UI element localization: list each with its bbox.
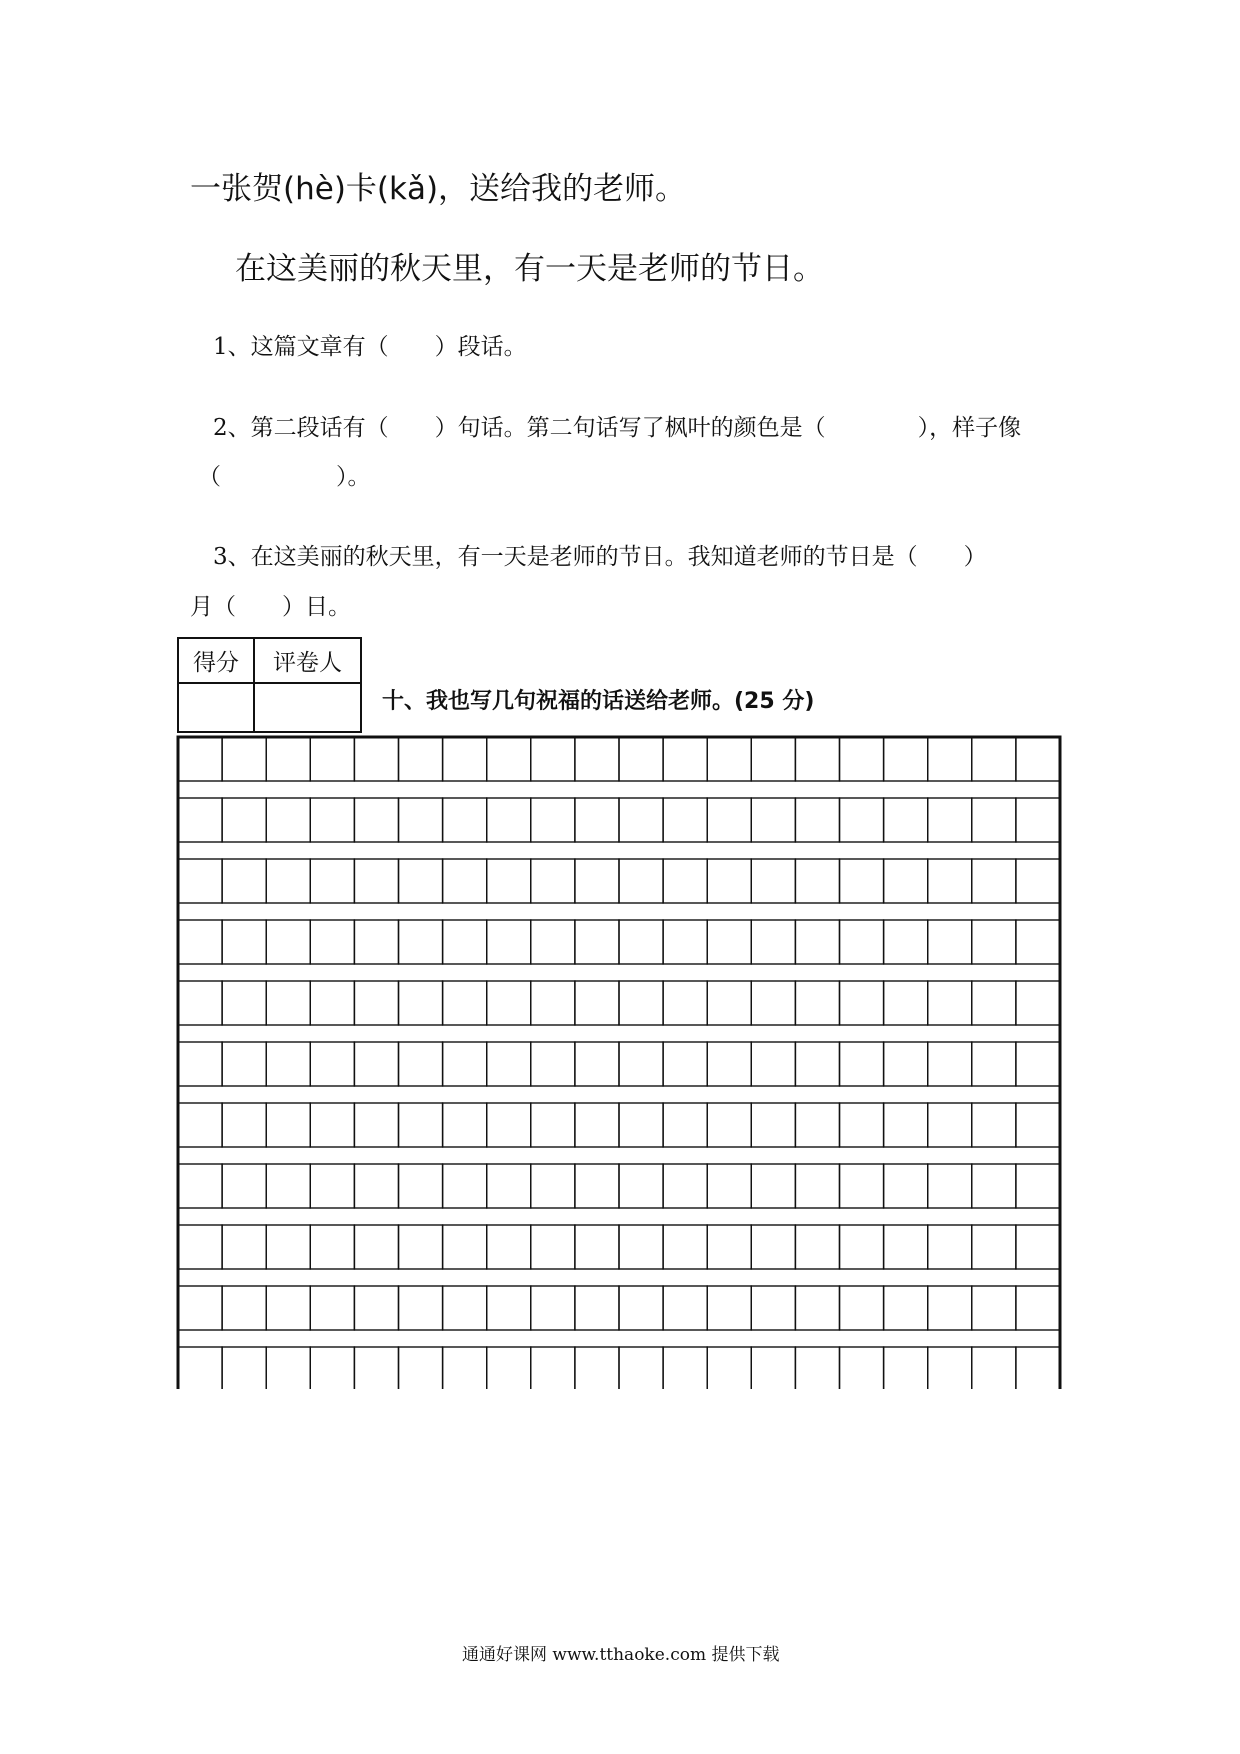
grid-cell bbox=[266, 1225, 310, 1269]
grid-cell bbox=[840, 1347, 884, 1389]
grid-cell bbox=[707, 1347, 751, 1389]
grid-cell bbox=[399, 1286, 443, 1330]
grid-cell bbox=[1016, 1347, 1060, 1389]
grid-cell bbox=[575, 1347, 619, 1389]
grid-cell bbox=[354, 798, 398, 842]
grid-cell bbox=[795, 1103, 839, 1147]
grid-cell bbox=[399, 859, 443, 903]
grid-cell bbox=[310, 798, 354, 842]
grid-cell bbox=[663, 859, 707, 903]
grid-cell bbox=[575, 981, 619, 1025]
grid-cell bbox=[928, 737, 972, 781]
grid-cell bbox=[178, 1286, 222, 1330]
grid-cell bbox=[487, 1347, 531, 1389]
grid-cell bbox=[531, 1347, 575, 1389]
question-2-line-2: （ ）。 bbox=[198, 464, 371, 490]
grid-cell bbox=[399, 737, 443, 781]
grid-cell bbox=[751, 920, 795, 964]
grid-cell bbox=[707, 1103, 751, 1147]
grid-cell bbox=[840, 920, 884, 964]
grid-cell bbox=[399, 798, 443, 842]
grid-cell bbox=[1016, 1286, 1060, 1330]
grid-cell bbox=[310, 920, 354, 964]
footer-credit: 通通好课网 www.tthaoke.com 提供下载 bbox=[462, 1645, 780, 1665]
grid-cell bbox=[619, 1103, 663, 1147]
grid-cell bbox=[222, 1164, 266, 1208]
grid-cell bbox=[310, 1103, 354, 1147]
grid-cell bbox=[531, 798, 575, 842]
grid-cell bbox=[884, 1347, 928, 1389]
grid-cell bbox=[310, 859, 354, 903]
grid-cell bbox=[222, 1103, 266, 1147]
grid-cell bbox=[795, 859, 839, 903]
grid-cell bbox=[354, 1103, 398, 1147]
grid-cell bbox=[928, 1103, 972, 1147]
grid-cell bbox=[399, 1042, 443, 1086]
grid-cell bbox=[1016, 1164, 1060, 1208]
grid-cell bbox=[222, 737, 266, 781]
grid-cell bbox=[928, 1225, 972, 1269]
grid-cell bbox=[795, 981, 839, 1025]
grid-cell bbox=[575, 859, 619, 903]
grid-cell bbox=[399, 1164, 443, 1208]
grid-cell bbox=[487, 1225, 531, 1269]
grid-cell bbox=[487, 798, 531, 842]
grid-cell bbox=[178, 1042, 222, 1086]
grid-cell bbox=[972, 737, 1016, 781]
grid-cell bbox=[443, 1164, 487, 1208]
grid-cell bbox=[884, 859, 928, 903]
grid-cell bbox=[707, 1225, 751, 1269]
grid-cell bbox=[884, 1164, 928, 1208]
grid-cell bbox=[795, 1347, 839, 1389]
grid-cell bbox=[707, 920, 751, 964]
grid-cell bbox=[222, 859, 266, 903]
grid-cell bbox=[972, 1225, 1016, 1269]
score-box bbox=[177, 637, 362, 733]
grid-cell bbox=[531, 1042, 575, 1086]
grader-label: 评卷人 bbox=[254, 638, 361, 683]
grid-cell bbox=[707, 1042, 751, 1086]
grid-cell bbox=[531, 859, 575, 903]
grid-cell bbox=[266, 1286, 310, 1330]
grid-cell bbox=[222, 981, 266, 1025]
grid-cell bbox=[443, 1286, 487, 1330]
score-cell[interactable] bbox=[178, 683, 254, 732]
grid-cell bbox=[487, 1103, 531, 1147]
grid-cell bbox=[795, 1286, 839, 1330]
grid-cell bbox=[840, 1225, 884, 1269]
grid-cell bbox=[928, 859, 972, 903]
grid-cell bbox=[266, 1164, 310, 1208]
grid-cell bbox=[884, 798, 928, 842]
passage-line-2: 在这美丽的秋天里，有一天是老师的节日。 bbox=[235, 251, 824, 287]
grid-cell bbox=[531, 981, 575, 1025]
grid-cell bbox=[751, 798, 795, 842]
grid-cell bbox=[443, 1042, 487, 1086]
grid-cell bbox=[531, 1225, 575, 1269]
grid-cell bbox=[972, 920, 1016, 964]
grid-cell bbox=[443, 981, 487, 1025]
grid-cell bbox=[795, 920, 839, 964]
grid-cell bbox=[663, 1164, 707, 1208]
grid-cell bbox=[575, 1042, 619, 1086]
grid-cell bbox=[178, 1164, 222, 1208]
grid-cell bbox=[751, 1103, 795, 1147]
grid-cell bbox=[795, 1164, 839, 1208]
grid-cell bbox=[619, 1225, 663, 1269]
grid-cell bbox=[310, 981, 354, 1025]
grid-cell bbox=[972, 981, 1016, 1025]
grid-cell bbox=[310, 1042, 354, 1086]
grid-cell bbox=[840, 737, 884, 781]
passage-line-1: 一张贺(hè)卡(kǎ)，送给我的老师。 bbox=[190, 171, 687, 207]
grid-cell bbox=[399, 1103, 443, 1147]
grid-cell bbox=[1016, 981, 1060, 1025]
grid-cell bbox=[1016, 1103, 1060, 1147]
grid-cell bbox=[531, 1103, 575, 1147]
grid-cell bbox=[1016, 798, 1060, 842]
grid-cell bbox=[884, 981, 928, 1025]
grid-cell bbox=[399, 1347, 443, 1389]
grid-cell bbox=[222, 920, 266, 964]
grid-cell bbox=[1016, 920, 1060, 964]
grid-cell bbox=[443, 1347, 487, 1389]
grid-cell bbox=[751, 1347, 795, 1389]
grid-cell bbox=[531, 1164, 575, 1208]
grid-cell bbox=[178, 737, 222, 781]
grid-cell bbox=[751, 737, 795, 781]
score-label: 得分 bbox=[178, 638, 254, 683]
grid-cell bbox=[619, 920, 663, 964]
grid-cell bbox=[443, 737, 487, 781]
grid-cell bbox=[575, 798, 619, 842]
grid-cell bbox=[663, 1225, 707, 1269]
grid-cell bbox=[619, 981, 663, 1025]
grid-cell bbox=[178, 1347, 222, 1389]
grid-cell bbox=[840, 981, 884, 1025]
grid-cell bbox=[928, 1347, 972, 1389]
grid-cell bbox=[707, 798, 751, 842]
grid-cell bbox=[663, 920, 707, 964]
grid-cell bbox=[619, 1042, 663, 1086]
grid-cell bbox=[928, 981, 972, 1025]
grid-cell bbox=[1016, 859, 1060, 903]
grid-cell bbox=[972, 1164, 1016, 1208]
grid-cell bbox=[663, 1042, 707, 1086]
grid-cell bbox=[222, 1347, 266, 1389]
grid-cell bbox=[354, 737, 398, 781]
grid-cell bbox=[663, 1347, 707, 1389]
grid-cell bbox=[751, 1042, 795, 1086]
grid-cell bbox=[354, 1042, 398, 1086]
grid-cell bbox=[751, 859, 795, 903]
grid-cell bbox=[575, 1225, 619, 1269]
grid-cell bbox=[178, 920, 222, 964]
question-3-line-2: 月（ ）日。 bbox=[190, 594, 351, 620]
grid-cell bbox=[354, 1286, 398, 1330]
grid-cell bbox=[178, 1103, 222, 1147]
grid-cell bbox=[795, 798, 839, 842]
grid-cell bbox=[487, 1042, 531, 1086]
grid-cell bbox=[619, 859, 663, 903]
grid-cell bbox=[354, 981, 398, 1025]
grid-cell bbox=[884, 1042, 928, 1086]
grid-cell bbox=[266, 798, 310, 842]
grid-cell bbox=[707, 737, 751, 781]
grid-cell bbox=[619, 1164, 663, 1208]
grid-cell bbox=[222, 798, 266, 842]
grid-cell bbox=[399, 920, 443, 964]
grid-cell bbox=[663, 737, 707, 781]
grid-cell bbox=[1016, 737, 1060, 781]
grid-cell bbox=[663, 981, 707, 1025]
grid-cell bbox=[354, 920, 398, 964]
grid-cell bbox=[840, 1164, 884, 1208]
grid-cell bbox=[575, 920, 619, 964]
grid-cell bbox=[178, 981, 222, 1025]
grid-cell bbox=[487, 737, 531, 781]
grid-cell bbox=[840, 1286, 884, 1330]
grid-cell bbox=[884, 920, 928, 964]
grid-cell bbox=[575, 1286, 619, 1330]
question-3-line-1: 3、在这美丽的秋天里，有一天是老师的节日。我知道老师的节日是（ ） bbox=[213, 544, 987, 570]
grid-cell bbox=[443, 1103, 487, 1147]
grid-cell bbox=[1016, 1225, 1060, 1269]
grid-cell bbox=[310, 1225, 354, 1269]
grid-cell bbox=[399, 1225, 443, 1269]
grid-cell bbox=[663, 1103, 707, 1147]
grid-cell bbox=[972, 859, 1016, 903]
grid-cell bbox=[707, 1286, 751, 1330]
grid-cell bbox=[619, 1286, 663, 1330]
grid-cell bbox=[487, 981, 531, 1025]
grid-cell bbox=[178, 798, 222, 842]
grid-cell bbox=[751, 981, 795, 1025]
grid-cell bbox=[575, 1103, 619, 1147]
grid-cell bbox=[840, 1042, 884, 1086]
grid-cell bbox=[928, 920, 972, 964]
question-2-line-1: 2、第二段话有（ ）句话。第二句话写了枫叶的颜色是（ ），样子像 bbox=[213, 415, 1022, 441]
grid-cell bbox=[795, 737, 839, 781]
grid-cell bbox=[972, 1042, 1016, 1086]
grid-cell bbox=[751, 1286, 795, 1330]
grid-cell bbox=[884, 1225, 928, 1269]
writing-grid[interactable] bbox=[176, 735, 1062, 1389]
grid-cell bbox=[751, 1225, 795, 1269]
grid-cell bbox=[354, 1225, 398, 1269]
grid-cell bbox=[443, 859, 487, 903]
grid-cell bbox=[354, 1347, 398, 1389]
grid-cell bbox=[707, 1164, 751, 1208]
section-10-title: 十、我也写几句祝福的话送给老师。(25 分) bbox=[382, 689, 815, 714]
grid-cell bbox=[443, 1225, 487, 1269]
grid-cell bbox=[310, 737, 354, 781]
grid-cell bbox=[663, 798, 707, 842]
grid-cell bbox=[840, 798, 884, 842]
grid-cell bbox=[663, 1286, 707, 1330]
grid-cell bbox=[399, 981, 443, 1025]
grid-cell bbox=[443, 920, 487, 964]
grid-cell bbox=[178, 859, 222, 903]
grid-cell bbox=[487, 859, 531, 903]
grid-cell bbox=[884, 737, 928, 781]
grid-cell bbox=[928, 1042, 972, 1086]
grid-cell bbox=[884, 1103, 928, 1147]
grid-cell bbox=[531, 920, 575, 964]
grid-cell bbox=[222, 1286, 266, 1330]
grader-cell[interactable] bbox=[254, 683, 361, 732]
grid-cell bbox=[928, 1286, 972, 1330]
grid-cell bbox=[266, 1103, 310, 1147]
grid-cell bbox=[928, 798, 972, 842]
grid-cell bbox=[266, 1347, 310, 1389]
grid-cell bbox=[575, 1164, 619, 1208]
grid-cell bbox=[531, 1286, 575, 1330]
grid-cell bbox=[531, 737, 575, 781]
grid-cell bbox=[972, 1286, 1016, 1330]
grid-cell bbox=[443, 798, 487, 842]
grid-cell bbox=[222, 1042, 266, 1086]
grid-cell bbox=[266, 859, 310, 903]
grid-cell bbox=[972, 1103, 1016, 1147]
grid-cell bbox=[884, 1286, 928, 1330]
grid-cell bbox=[266, 1042, 310, 1086]
grid-cell bbox=[928, 1164, 972, 1208]
grid-cell bbox=[751, 1164, 795, 1208]
grid-cell bbox=[619, 1347, 663, 1389]
grid-cell bbox=[795, 1225, 839, 1269]
grid-cell bbox=[575, 737, 619, 781]
grid-cell bbox=[354, 1164, 398, 1208]
grid-cell bbox=[707, 981, 751, 1025]
grid-cell bbox=[310, 1164, 354, 1208]
grid-cell bbox=[266, 981, 310, 1025]
grid-cell bbox=[840, 859, 884, 903]
grid-cell bbox=[310, 1286, 354, 1330]
grid-cell bbox=[707, 859, 751, 903]
grid-cell bbox=[795, 1042, 839, 1086]
grid-cell bbox=[266, 737, 310, 781]
grid-cell bbox=[840, 1103, 884, 1147]
grid-cell bbox=[972, 1347, 1016, 1389]
question-1: 1、这篇文章有（ ）段话。 bbox=[213, 334, 527, 360]
grid-cell bbox=[1016, 1042, 1060, 1086]
grid-cell bbox=[619, 737, 663, 781]
grid-cell bbox=[972, 798, 1016, 842]
grid-cell bbox=[222, 1225, 266, 1269]
grid-cell bbox=[266, 920, 310, 964]
grid-cell bbox=[487, 1164, 531, 1208]
grid-cell bbox=[354, 859, 398, 903]
grid-cell bbox=[619, 798, 663, 842]
grid-cell bbox=[310, 1347, 354, 1389]
grid-cell bbox=[487, 920, 531, 964]
grid-cell bbox=[178, 1225, 222, 1269]
grid-cell bbox=[487, 1286, 531, 1330]
